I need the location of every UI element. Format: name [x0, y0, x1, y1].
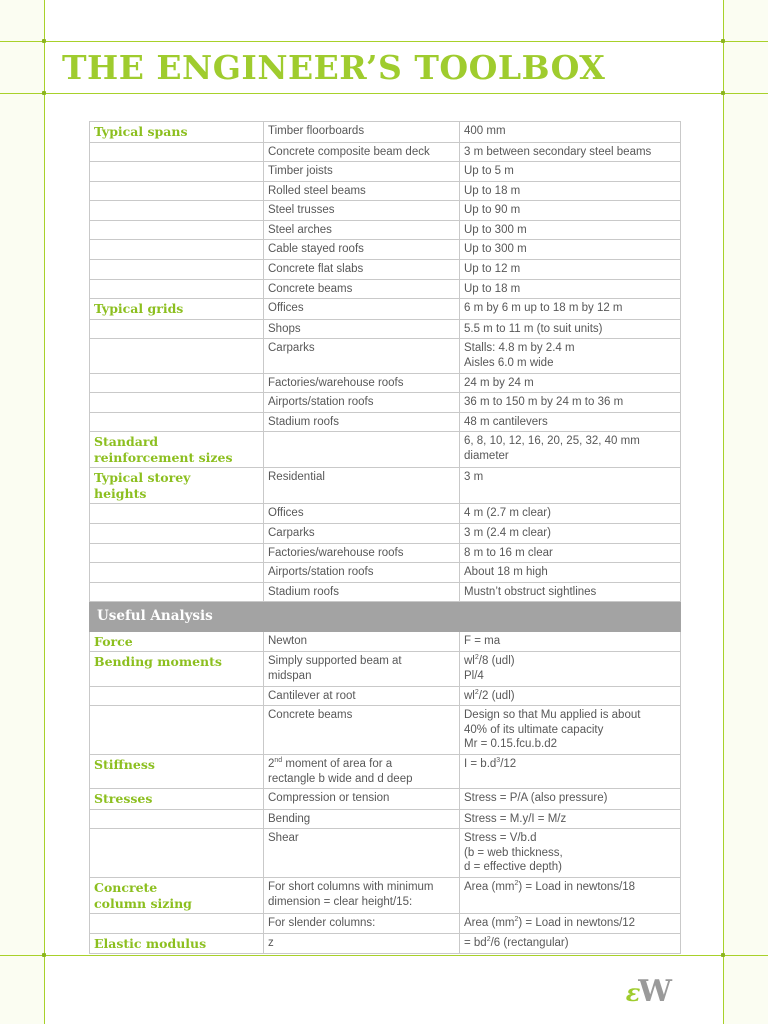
- table-row: [90, 201, 681, 221]
- logo-ornament-icon: ε: [625, 978, 641, 1007]
- item-cell: Airports/station roofs: [264, 563, 460, 583]
- item-cell: For short columns with minimum dimension = clear height/15:: [264, 878, 460, 914]
- value-cell: Area $(mm^2)$ = Load in newtons/12: [460, 914, 681, 934]
- item-cell: Bending: [264, 809, 460, 829]
- frame-line-footer: [0, 955, 768, 956]
- table-row: [90, 181, 681, 201]
- item-cell: Offices: [264, 299, 460, 320]
- value-cell: About 18 m high: [460, 563, 681, 583]
- category-cell: Typical storey heights: [90, 468, 264, 504]
- frame-corner-dot: [42, 953, 46, 957]
- value-cell: Up to 300 m: [460, 240, 681, 260]
- item-cell: Carparks: [264, 523, 460, 543]
- table-row: [90, 582, 681, 602]
- value-cell: Stress = P/A (also pressure): [460, 789, 681, 810]
- item-cell: Steel arches: [264, 220, 460, 240]
- item-cell: Factories/warehouse roofs: [264, 373, 460, 393]
- frame-corner-dot: [42, 91, 46, 95]
- item-cell: Concrete flat slabs: [264, 260, 460, 280]
- table-row: [90, 878, 681, 914]
- table-row: [90, 373, 681, 393]
- category-cell: Bending moments: [90, 652, 264, 686]
- table-row: [90, 563, 681, 583]
- category-cell: Stresses: [90, 789, 264, 810]
- value-cell: 3 m between secondary steel beams: [460, 142, 681, 162]
- value-cell: Up to 5 m: [460, 162, 681, 182]
- item-cell: Concrete composite beam deck: [264, 142, 460, 162]
- value-cell: 3 m (2.4 m clear): [460, 523, 681, 543]
- section-header-row: [90, 602, 681, 632]
- table-row: [90, 809, 681, 829]
- value-cell: Area $(mm^2)$ = Load in newtons/18: [460, 878, 681, 914]
- item-cell: Stadium roofs: [264, 582, 460, 602]
- frame-line-right: [723, 0, 724, 1024]
- item-cell: Simply supported beam at midspan: [264, 652, 460, 686]
- table-row: [90, 339, 681, 373]
- value-cell: Stress = M.y/I = M/z: [460, 809, 681, 829]
- table-row: [90, 142, 681, 162]
- item-cell: z: [264, 933, 460, 954]
- category-cell: Force: [90, 631, 264, 652]
- frame-corner-dot: [721, 91, 725, 95]
- frame-line-header-bottom: [0, 93, 768, 94]
- item-cell: Shops: [264, 319, 460, 339]
- item-cell: Timber floorboards: [264, 122, 460, 143]
- table-row: [90, 122, 681, 143]
- value-cell: Design so that Mu applied is about 40% of its ultimate capacity Mr = 0.15.fcu.b.d2: [460, 706, 681, 755]
- item-cell: Airports/station roofs: [264, 393, 460, 413]
- table-row: [90, 829, 681, 878]
- toolbox-table: [89, 121, 681, 954]
- table-row: [90, 220, 681, 240]
- value-cell: 3 m: [460, 468, 681, 504]
- item-cell: 2nd moment of area for a rectangle b wide and d deep: [264, 754, 460, 788]
- value-cell: Up to 90 m: [460, 201, 681, 221]
- brand-logo: [626, 974, 672, 1009]
- table-row: [90, 319, 681, 339]
- table-row: [90, 543, 681, 563]
- item-cell: Factories/warehouse roofs: [264, 543, 460, 563]
- value-cell: 5.5 m to 11 m (to suit units): [460, 319, 681, 339]
- value-cell: 8 m to 16 m clear: [460, 543, 681, 563]
- table-row: [90, 412, 681, 432]
- table-row: [90, 162, 681, 182]
- value-cell: $wl^2/8$ (udl) Pl/4: [460, 652, 681, 686]
- section-title: Useful Analysis: [90, 602, 681, 632]
- category-cell: Typical grids: [90, 299, 264, 320]
- table-row: [90, 468, 681, 504]
- table-row: [90, 504, 681, 524]
- item-cell: Steel trusses: [264, 201, 460, 221]
- value-cell: = $bd^2/6$ (rectangular): [460, 933, 681, 954]
- item-cell: Cantilever at root: [264, 686, 460, 706]
- value-cell: Up to 12 m: [460, 260, 681, 280]
- item-cell: Cable stayed roofs: [264, 240, 460, 260]
- category-cell: Standard reinforcement sizes: [90, 432, 264, 468]
- value-cell: 24 m by 24 m: [460, 373, 681, 393]
- value-cell: 48 m cantilevers: [460, 412, 681, 432]
- logo-mark: W: [638, 974, 672, 1009]
- value-cell: 6 m by 6 m up to 18 m by 12 m: [460, 299, 681, 320]
- value-cell: 6, 8, 10, 12, 16, 20, 25, 32, 40 mm diameter: [460, 432, 681, 468]
- frame-corner-dot: [721, 39, 725, 43]
- frame-corner-dot: [721, 953, 725, 957]
- frame-corner-dot: [42, 39, 46, 43]
- table-row: [90, 652, 681, 686]
- category-cell: Elastic modulus: [90, 933, 264, 954]
- table-row: [90, 706, 681, 755]
- table-row: [90, 914, 681, 934]
- category-cell: Typical spans: [90, 122, 264, 143]
- table-row: [90, 279, 681, 299]
- table-row: [90, 631, 681, 652]
- value-cell: Mustn’t obstruct sightlines: [460, 582, 681, 602]
- item-cell: Offices: [264, 504, 460, 524]
- item-cell: Rolled steel beams: [264, 181, 460, 201]
- table-row: [90, 260, 681, 280]
- value-cell: Up to 18 m: [460, 181, 681, 201]
- value-cell: 400 mm: [460, 122, 681, 143]
- table-row: [90, 933, 681, 954]
- item-cell: Stadium roofs: [264, 412, 460, 432]
- frame-line-left: [44, 0, 45, 1024]
- page-title: THE ENGINEER’S TOOLBOX: [62, 48, 606, 87]
- item-cell: Newton: [264, 631, 460, 652]
- item-cell: Residential: [264, 468, 460, 504]
- table-row: [90, 393, 681, 413]
- table-row: [90, 754, 681, 788]
- value-cell: Up to 18 m: [460, 279, 681, 299]
- table-row: [90, 240, 681, 260]
- table-row: [90, 432, 681, 468]
- value-cell: 4 m (2.7 m clear): [460, 504, 681, 524]
- table-row: [90, 789, 681, 810]
- value-cell: 36 m to 150 m by 24 m to 36 m: [460, 393, 681, 413]
- item-cell: For slender columns:: [264, 914, 460, 934]
- category-cell: Stiffness: [90, 754, 264, 788]
- item-cell: Carparks: [264, 339, 460, 373]
- item-cell: Timber joists: [264, 162, 460, 182]
- value-cell: F = ma: [460, 631, 681, 652]
- item-cell: Concrete beams: [264, 279, 460, 299]
- category-cell: Concrete column sizing: [90, 878, 264, 914]
- value-cell: $I = b.d^3/12$: [460, 754, 681, 788]
- value-cell: $wl^2/2$ (udl): [460, 686, 681, 706]
- value-cell: Stress = V/b.d (b = web thickness, d = effective depth): [460, 829, 681, 878]
- item-cell: Shear: [264, 829, 460, 878]
- table-row: [90, 523, 681, 543]
- table-row: [90, 686, 681, 706]
- frame-line-top: [0, 41, 768, 42]
- item-cell: Concrete beams: [264, 706, 460, 755]
- item-cell: Compression or tension: [264, 789, 460, 810]
- value-cell: Stalls: 4.8 m by 2.4 m Aisles 6.0 m wide: [460, 339, 681, 373]
- value-cell: Up to 300 m: [460, 220, 681, 240]
- table-row: [90, 299, 681, 320]
